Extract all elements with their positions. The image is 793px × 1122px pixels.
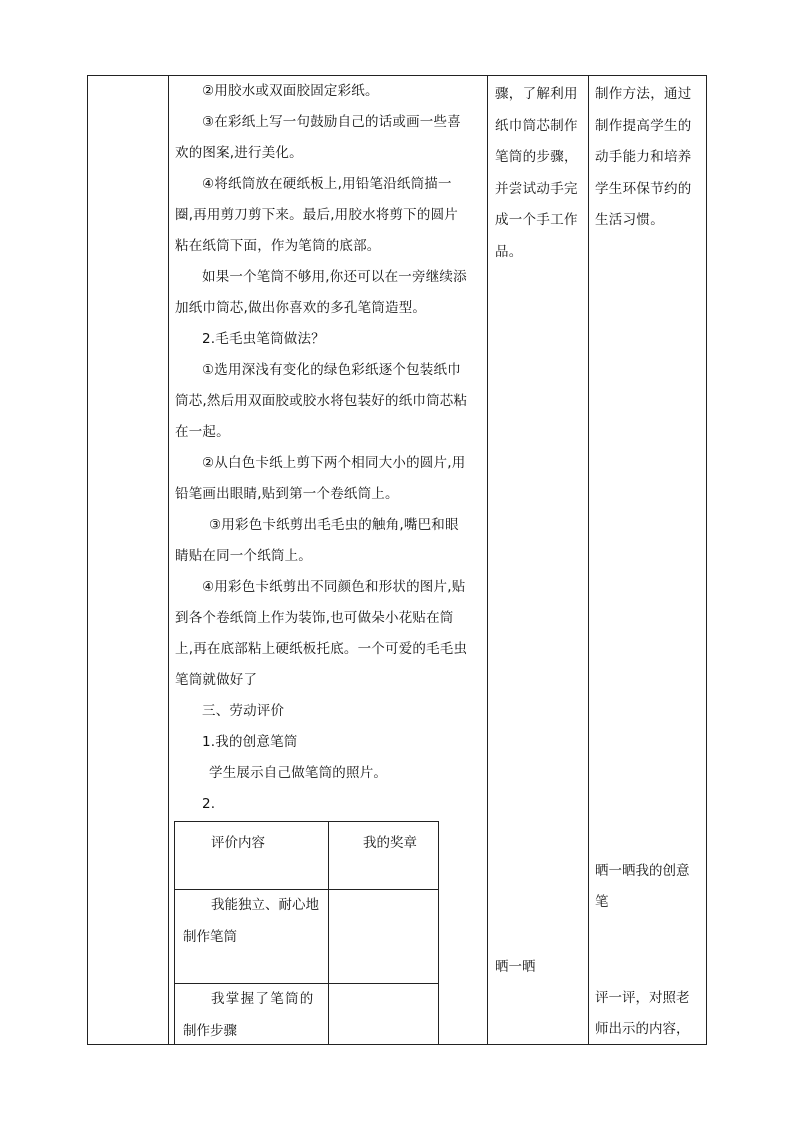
- content-line: 学生展示自己做笔筒的照片。: [209, 765, 388, 781]
- content-line: 铅笔画出眼睛,贴到第一个卷纸筒上。: [175, 486, 399, 502]
- teaching-content-column: [170, 75, 486, 820]
- column-divider: [487, 75, 488, 1045]
- activity-line: 骤，了解利用: [495, 86, 578, 102]
- content-line: ④用彩色卡纸剪出不同颜色和形状的图片,贴: [202, 579, 466, 595]
- column-divider: [588, 75, 589, 1045]
- intent-evaluate-block: [595, 983, 690, 1045]
- intent-line: 生活习惯。: [595, 212, 664, 228]
- intent-show-block: [595, 856, 690, 918]
- content-line: 2.: [202, 796, 216, 812]
- intent-line: 评一评，对照老: [595, 990, 690, 1006]
- intent-line: 晒一晒我的创意: [595, 863, 690, 879]
- content-line: 加纸巾筒芯,做出你喜欢的多孔笔筒造型。: [175, 300, 427, 316]
- intent-line: 笔: [595, 894, 609, 910]
- content-line: 笔筒就做好了: [175, 672, 258, 688]
- evaluation-table: [174, 821, 439, 1045]
- section-heading: 三、劳动评价: [202, 703, 285, 719]
- evaluation-criterion: 我掌握了笔筒的: [211, 991, 315, 1007]
- student-activity-column: [490, 75, 585, 268]
- section-heading: 1.我的创意笔筒: [202, 734, 298, 750]
- content-line: ③用彩色卡纸剪出毛毛虫的触角,嘴巴和眼: [209, 517, 459, 533]
- evaluation-criterion: 制作步骤: [183, 1023, 237, 1039]
- design-intent-column: [590, 75, 705, 237]
- column-divider: [168, 75, 169, 1045]
- content-line: ①选用深浅有变化的绿色彩纸逐个包装纸巾: [202, 362, 461, 378]
- content-line: 圈,再用剪刀剪下来。最后,用胶水将剪下的圆片: [175, 207, 458, 223]
- content-line: ③在彩纸上写一句鼓励自己的话或画一些喜: [202, 114, 461, 130]
- intent-line: 制作方法，通过: [595, 86, 692, 102]
- activity-line: 并尝试动手完: [495, 180, 578, 197]
- evaluation-criterion: 制作笔筒: [183, 929, 237, 945]
- student-activity-show: 晒一晒: [495, 959, 536, 975]
- activity-line: 品。: [495, 243, 523, 260]
- activity-line: 纸巾筒芯制作: [495, 117, 578, 134]
- content-line: 睛贴在同一个纸筒上。: [175, 548, 312, 564]
- content-line: 如果一个笔筒不够用,你还可以在一旁继续添: [202, 269, 467, 285]
- evaluation-divider: [328, 822, 329, 1045]
- content-line: ④将纸筒放在硬纸板上,用铅笔沿纸筒描一: [202, 176, 452, 192]
- content-line: 筒芯,然后用双面胶或胶水将包装好的纸巾筒芯粘: [175, 393, 468, 409]
- evaluation-criterion: 我能独立、耐心地: [211, 897, 319, 913]
- content-line: 上,再在底部粘上硬纸板托底。一个可爱的毛毛虫: [175, 641, 468, 657]
- content-line: ②从白色卡纸上剪下两个相同大小的圆片,用: [202, 455, 466, 471]
- content-line: 粘在纸筒下面，作为笔筒的底部。: [175, 238, 381, 254]
- activity-line: 笔筒的步骤，: [495, 149, 578, 165]
- evaluation-header-badge: 我的奖章: [363, 835, 417, 851]
- intent-line: 动手能力和培养: [595, 149, 692, 165]
- content-line: 到各个卷纸筒上作为装饰,也可做朵小花贴在筒: [175, 610, 454, 626]
- section-heading: 2.毛毛虫笔筒做法？: [202, 331, 325, 347]
- content-line: ②用胶水或双面胶固定彩纸。: [202, 83, 379, 99]
- intent-line: 制作提高学生的: [595, 117, 692, 134]
- intent-line: 学生环保节约的: [595, 180, 692, 197]
- content-line: 在一起。: [175, 424, 230, 440]
- intent-line: 师出示的内容，: [595, 1021, 690, 1037]
- activity-line: 成一个手工作: [495, 212, 578, 228]
- evaluation-header-content: 评价内容: [211, 835, 265, 851]
- content-line: 欢的图案,进行美化。: [175, 145, 303, 161]
